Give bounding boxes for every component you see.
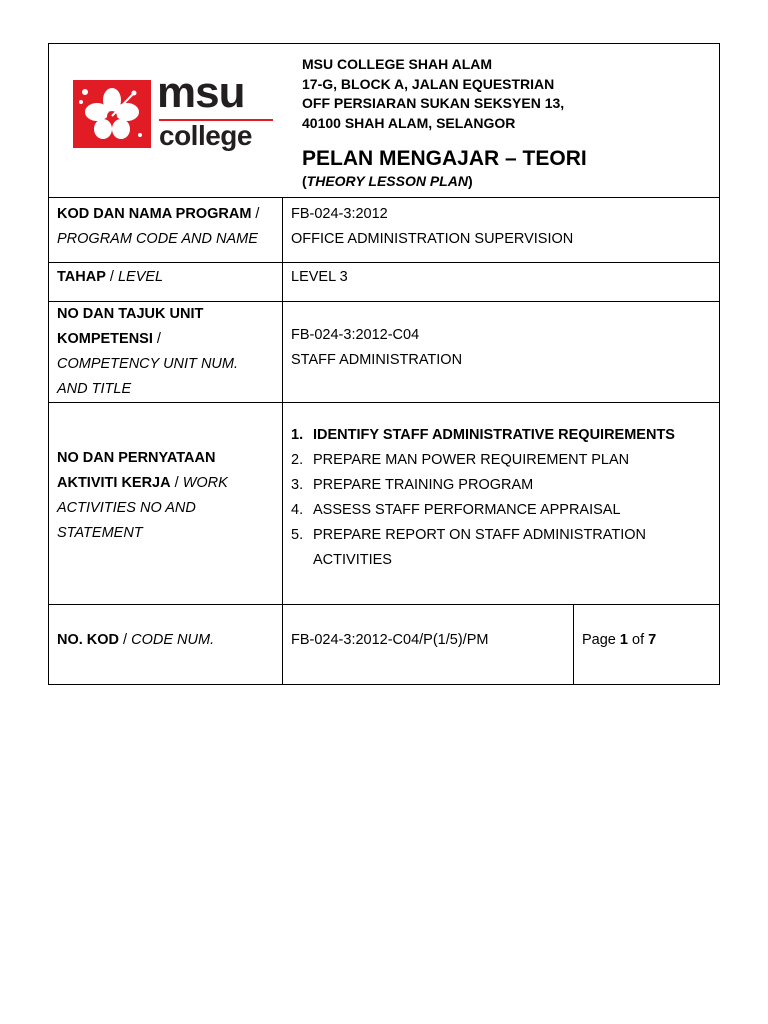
program-label-en: PROGRAM CODE AND NAME (57, 231, 258, 247)
unit-label-en: COMPETENCY UNIT NUM. (57, 356, 238, 372)
program-label: KOD DAN NAMA PROGRAM (57, 206, 252, 222)
logo-text-college: college (159, 120, 252, 151)
college-address (302, 55, 564, 133)
label-separator: / (105, 269, 118, 285)
program-code: FB-024-3:2012 (291, 206, 388, 222)
item-number: 2. (291, 452, 304, 468)
address-line: 17-G, BLOCK A, JALAN EQUESTRIAN (302, 75, 555, 92)
page-current: 1 (619, 632, 628, 648)
activities-label-cell (49, 403, 283, 605)
item-number: 4. (291, 502, 304, 518)
unit-value-cell (283, 302, 720, 403)
page-total: 7 (648, 632, 657, 648)
unit-label-en: AND TITLE (57, 381, 132, 397)
level-label-cell (49, 263, 283, 302)
activities-list (291, 423, 709, 573)
list-item (291, 473, 709, 498)
label-separator: / (170, 474, 183, 491)
item-text: PREPARE MAN POWER REQUIREMENT PLAN (313, 452, 630, 468)
program-label-cell (49, 198, 283, 263)
label-separator: / (152, 331, 161, 347)
code-num-label-cell (49, 605, 283, 685)
msu-college-logo (73, 68, 275, 151)
list-item (291, 498, 709, 523)
code-num-label-en: CODE NUM. (131, 632, 215, 648)
item-number: 5. (291, 527, 304, 543)
address-line: MSU COLLEGE SHAH ALAM (302, 56, 493, 72)
label-separator: / (119, 632, 132, 648)
unit-code: FB-024-3:2012-C04 (291, 327, 420, 343)
list-item (291, 448, 709, 473)
unit-label-line: KOMPETENSI (57, 331, 153, 347)
hibiscus-flower-icon (73, 80, 151, 148)
item-text: IDENTIFY STAFF ADMINISTRATIVE REQUIREMENTS (313, 427, 675, 443)
lesson-plan-table (48, 43, 720, 685)
page-word: Page (582, 632, 620, 648)
activities-value-cell (283, 403, 720, 605)
address-line: OFF PERSIARAN SUKAN SEKSYEN 13, (302, 95, 565, 111)
item-number: 3. (291, 477, 304, 493)
page-number-cell (574, 605, 720, 685)
document-title: PELAN MENGAJAR – TEORI (302, 147, 587, 170)
logo-text-msu: msu (157, 68, 245, 117)
level-value-cell: LEVEL 3 (283, 263, 720, 302)
level-label-en: LEVEL (117, 269, 164, 285)
page-of: of (627, 632, 649, 648)
document-header (49, 44, 720, 198)
list-item (291, 523, 709, 573)
subtitle-text: THEORY LESSON PLAN (306, 173, 468, 189)
paren: ) (467, 173, 473, 189)
item-text: PREPARE REPORT ON STAFF ADMINISTRATION ACTIVITIES (313, 527, 647, 568)
address-line: 40100 SHAH ALAM, SELANGOR (302, 114, 516, 131)
unit-label-cell (49, 302, 283, 403)
paren: ( (302, 173, 307, 189)
item-text: PREPARE TRAINING PROGRAM (313, 477, 534, 493)
activities-label-en: STATEMENT (57, 524, 143, 541)
unit-label-line: NO DAN TAJUK UNIT (57, 306, 204, 322)
activities-label-line: NO DAN PERNYATAAN (57, 449, 216, 466)
code-num-label: NO. KOD (57, 632, 120, 648)
level-label: TAHAP (57, 269, 106, 285)
item-text: ASSESS STAFF PERFORMANCE APPRAISAL (313, 502, 621, 518)
list-item (291, 423, 709, 448)
program-name: OFFICE ADMINISTRATION SUPERVISION (291, 231, 574, 247)
activities-label-en: ACTIVITIES NO AND (57, 499, 196, 516)
program-value-cell (283, 198, 720, 263)
activities-label-line: AKTIVITI KERJA (57, 474, 171, 491)
document-subtitle (302, 172, 473, 190)
unit-title: STAFF ADMINISTRATION (291, 352, 463, 368)
label-separator: / (251, 206, 260, 222)
item-number: 1. (291, 427, 304, 443)
code-num-value-cell: FB-024-3:2012-C04/P(1/5)/PM (283, 605, 574, 685)
activities-label-en: WORK (182, 474, 228, 491)
